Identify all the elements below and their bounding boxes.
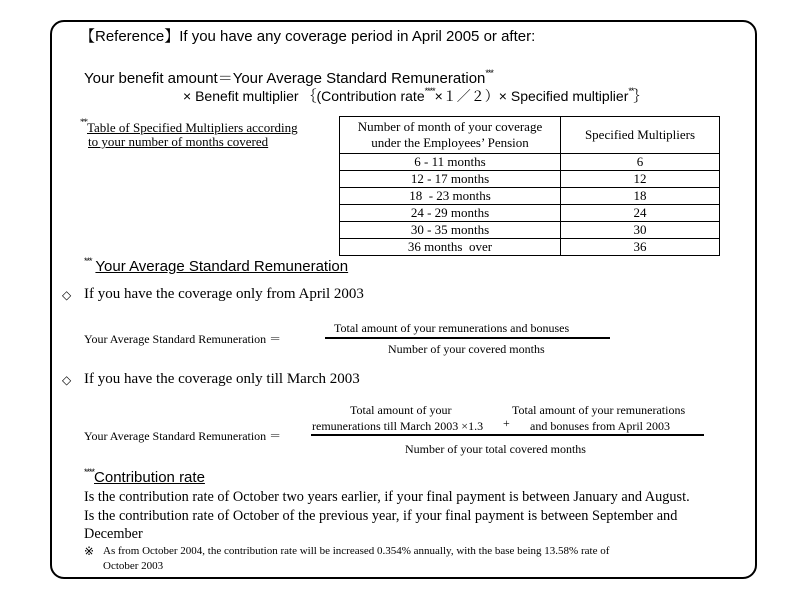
- contribution-note-line-2: October 2003: [103, 560, 164, 572]
- formula-line-2-end: ｝: [633, 88, 648, 104]
- table-cell-months: 30 - 35 months: [340, 222, 561, 239]
- table-row: [340, 188, 720, 205]
- formula-mark-multiplier: **: [628, 86, 634, 96]
- table-header-months-line-1: Number of month of your coverage: [357, 119, 543, 134]
- table-cell-multiplier: 18: [561, 188, 720, 205]
- formula-line-2-mid: ×１／２）× Specified multiplier: [434, 88, 629, 104]
- reference-heading: 【Reference】If you have any coverage period in April 2005 or after:: [80, 28, 536, 45]
- case2-num-right-line-1: Total amount of your remunerations: [512, 403, 686, 417]
- case2-denominator: Number of your total covered months: [405, 442, 586, 456]
- table-cell-months: 18 - 23 months: [340, 188, 561, 205]
- case2-plus: +: [503, 416, 510, 430]
- case2-heading: If you have the coverage only till March 2003: [84, 371, 360, 387]
- table-header-months: [340, 117, 561, 154]
- table-row: [340, 239, 720, 256]
- formula-line-2: [183, 86, 647, 106]
- contribution-line-2: Is the contribution rate of October of the previous year, if your final payment is between September and: [84, 508, 678, 524]
- formula-mark-avg: ***: [485, 68, 493, 78]
- case2-num-left-line-2: remunerations till March 2003 ×1.3: [312, 419, 484, 433]
- table-header-months-line-2: under the Employees’ Pension: [371, 135, 529, 150]
- case1-fraction-line: [325, 337, 610, 339]
- case1-bullet: ◇: [62, 288, 72, 302]
- table-header-multiplier: Specified Multipliers: [561, 117, 720, 154]
- table-row: [340, 222, 720, 239]
- case1-heading: If you have the coverage only from April 2003: [84, 286, 364, 302]
- case2-fraction-line: [311, 434, 704, 436]
- table-row: [340, 171, 720, 188]
- case1-numerator: Total amount of your remunerations and bonuses: [334, 321, 570, 335]
- specified-multipliers-table: [339, 116, 720, 256]
- table-cell-multiplier: 6: [561, 154, 720, 171]
- case1-lhs: Your Average Standard Remuneration ＝: [84, 332, 282, 346]
- table-cell-months: 36 months over: [340, 239, 561, 256]
- table-cell-months: 24 - 29 months: [340, 205, 561, 222]
- table-caption-mark: **: [80, 117, 87, 127]
- contribution-note-mark: ※: [84, 544, 95, 558]
- case2-lhs: Your Average Standard Remuneration ＝: [84, 429, 282, 443]
- case2-bullet: ◇: [62, 373, 72, 387]
- case2-num-right-line-2: and bonuses from April 2003: [530, 419, 670, 433]
- case1-denominator: Number of your covered months: [388, 342, 545, 356]
- table-row: [340, 154, 720, 171]
- formula-mark-contribution: ****: [424, 86, 435, 96]
- table-cell-months: 12 - 17 months: [340, 171, 561, 188]
- table-cell-multiplier: 24: [561, 205, 720, 222]
- formula-line-2-start: × Benefit multiplier ｛(Contribution rate: [183, 88, 425, 104]
- table-cell-multiplier: 30: [561, 222, 720, 239]
- contribution-mark: ****: [84, 467, 95, 477]
- contribution-title: Contribution rate: [94, 469, 205, 486]
- contribution-line-1: Is the contribution rate of October two years earlier, if your final payment is between January and August.: [84, 489, 690, 505]
- contribution-note-line-1: As from October 2004, the contribution rate will be increased 0.354% annually, with the base being 13.58% rate of: [103, 545, 610, 557]
- table-caption-line-2: to your number of months covered: [88, 134, 269, 149]
- avg-section-title: Your Average Standard Remuneration: [95, 258, 349, 275]
- case2-num-left-line-1: Total amount of your: [350, 403, 452, 417]
- table-cell-multiplier: 12: [561, 171, 720, 188]
- table-caption-text-1: Table of Specified Multipliers according: [87, 120, 298, 135]
- table-cell-months: 6 - 11 months: [340, 154, 561, 171]
- formula-line-1-text: Your benefit amount＝Your Average Standard Remuneration: [84, 70, 486, 87]
- formula-line-1: [84, 67, 493, 88]
- avg-section-mark: ***: [84, 256, 92, 266]
- table-cell-multiplier: 36: [561, 239, 720, 256]
- table-row: [340, 205, 720, 222]
- contribution-heading: [84, 467, 205, 486]
- contribution-line-3: December: [84, 526, 143, 542]
- avg-section-heading: [84, 256, 348, 275]
- table-header-row: [340, 117, 720, 154]
